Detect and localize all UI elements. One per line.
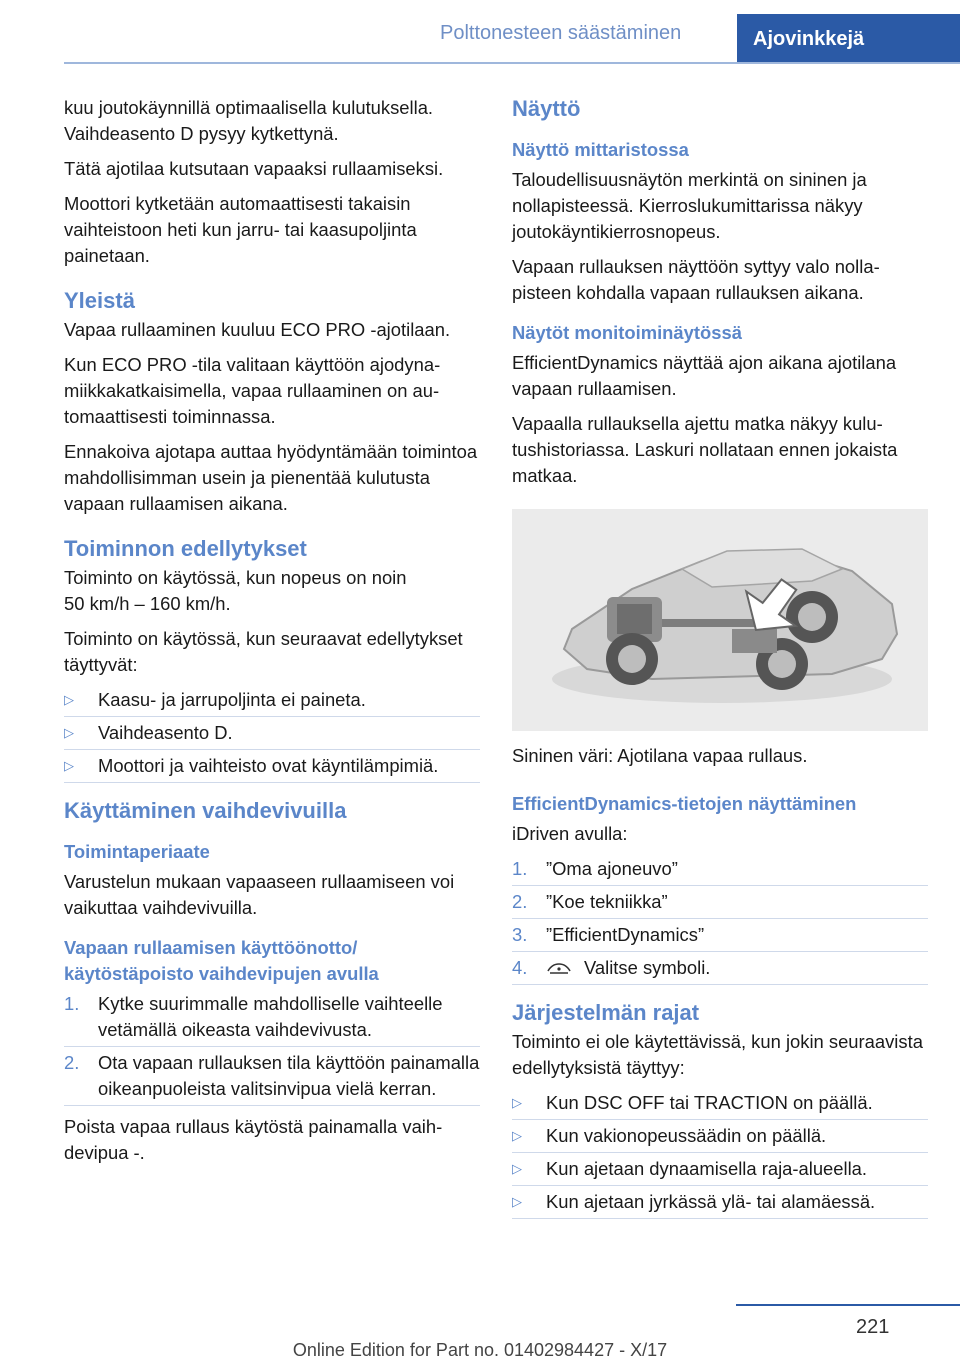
step-number: 4. <box>512 957 528 978</box>
chapter-tab: Ajovinkkejä <box>737 14 960 64</box>
paragraph: Ennakoiva ajotapa auttaa hyödyntämään toimintoa mahdollisimman usein ja pienentää kulutusta vapaan rullaamisen aikana. <box>64 441 478 514</box>
figure-caption: Sininen väri: Ajotilana vapaa rullaus. <box>512 745 808 766</box>
list-item <box>512 955 928 981</box>
list-item-text: ”EfficientDynamics” <box>546 924 705 945</box>
bullet-triangle-icon: ▷ <box>64 725 74 740</box>
paragraph-line: 50 km/h – 160 km/h. <box>64 593 231 614</box>
heading-yleista: Yleistä <box>64 288 135 313</box>
car-drivetrain-illustration <box>512 509 928 731</box>
list-item-text: Kun vakionopeussäädin on päällä. <box>546 1125 827 1146</box>
step-number: 1. <box>512 858 528 879</box>
list-item-text: Moottori ja vaihteisto ovat käyntilämpimiä. <box>98 755 439 776</box>
list-item <box>64 1050 480 1102</box>
paragraph: Toiminto on käytössä, kun seuraavat edellytykset täyttyvät: <box>64 628 463 675</box>
list-item-text: Kun ajetaan jyrkässä ylä- tai alamäessä. <box>546 1191 876 1212</box>
paragraph-line: Toiminto on käytössä, kun nopeus on noin <box>64 567 407 588</box>
step-number: 1. <box>64 993 80 1014</box>
coasting-symbol-icon <box>546 962 572 976</box>
header-divider <box>64 62 960 64</box>
paragraph: EfficientDynamics näyttää ajon aikana ajotilana vapaan rullaamisen. <box>512 352 897 399</box>
heading-vaihdevivut: Käyttäminen vaihdevivuilla <box>64 798 347 823</box>
list-item-text: ”Oma ajoneuvo” <box>546 858 678 879</box>
paragraph: Tätä ajotilaa kutsutaan vapaaksi rullaamiseksi. <box>64 158 444 179</box>
limits-list <box>512 1090 928 1215</box>
list-item <box>512 922 928 948</box>
step-number: 2. <box>512 891 528 912</box>
paragraph: Moottori kytketään automaattisesti takaisin vaihteistoon heti kun jarru- tai kaasupoljinta painetaan. <box>64 193 417 266</box>
paragraph: Poista vapaa rullaus käytöstä painamalla vaihdevipua -. <box>64 1116 443 1163</box>
list-item <box>512 1189 928 1215</box>
step-number: 2. <box>64 1052 80 1073</box>
list-item <box>512 889 928 915</box>
section-title: Polttonesteen säästäminen <box>440 22 682 44</box>
page-header <box>0 0 960 62</box>
bullet-triangle-icon: ▷ <box>64 692 74 707</box>
list-item <box>64 720 480 746</box>
steps-list <box>64 991 480 1102</box>
paragraph: Vapaan rullauksen näyttöön syttyy valo nollapisteen kohdalla vapaan rullauksen aikana. <box>512 256 880 303</box>
list-item <box>512 1156 928 1182</box>
bullet-triangle-icon: ▷ <box>512 1194 522 1209</box>
list-item <box>512 1090 928 1116</box>
list-item-text: Valitse symboli. <box>584 957 711 978</box>
heading-efficient: EfficientDynamics-tietojen näyttäminen <box>512 793 857 814</box>
list-item <box>512 856 928 882</box>
step-number: 3. <box>512 924 528 945</box>
paragraph: Vapaalla rullauksella ajettu matka näkyy kulutushistoriassa. Laskuri nollataan ennen jokaista matkaa. <box>512 413 898 486</box>
car-drivetrain-icon <box>512 509 928 731</box>
bullet-triangle-icon: ▷ <box>512 1161 522 1176</box>
list-item-text: Kun ajetaan dynaamisella raja-alueella. <box>546 1158 868 1179</box>
page-number: 221 <box>856 1316 890 1338</box>
paragraph: iDriven avulla: <box>512 823 628 844</box>
heading-kaytto: Vapaan rullaamisen käyttöönotto/ käytöstäpoisto vaihdevipujen avulla <box>64 937 379 984</box>
heading-edellytykset: Toiminnon edellytykset <box>64 536 307 561</box>
conditions-list <box>64 687 480 779</box>
heading-monitoimi: Näytöt monitoiminäytössä <box>512 322 742 343</box>
list-item <box>64 991 480 1043</box>
paragraph: kuu joutokäynnillä optimaalisella kulutuksella. Vaihdeasento D pysyy kytkettynä. <box>64 97 434 144</box>
paragraph: Toiminto ei ole käytettävissä, kun jokin seuraavista edellytyksistä täyttyy: <box>512 1031 923 1078</box>
edition-footer: Online Edition for Part no. 01402984427 - X/17 <box>292 1340 668 1360</box>
paragraph: Kun ECO PRO -tila valitaan käyttöön ajodynamiikkakatkaisimella, vapaa rullaaminen on automaattisesti toiminnassa. <box>64 354 441 427</box>
paragraph: Vapaa rullaaminen kuuluu ECO PRO -ajotilaan. <box>64 319 451 340</box>
list-item-text: Ota vapaan rullauksen tila käyttöön painamalla oikeanpuoleista valitsinvipua vielä kerran. <box>98 1052 480 1099</box>
list-item-text: Kytke suurimmalle mahdolliselle vaihteelle vetämällä oikeasta vaihdevivusta. <box>98 993 443 1040</box>
list-item-text: Vaihdeasento D. <box>98 722 233 743</box>
list-item-text: Kaasu- ja jarrupoljinta ei paineta. <box>98 689 366 710</box>
list-item-text: Kun DSC OFF tai TRACTION on päällä. <box>546 1092 873 1113</box>
bullet-triangle-icon: ▷ <box>512 1095 522 1110</box>
list-item <box>512 1123 928 1149</box>
bullet-triangle-icon: ▷ <box>64 758 74 773</box>
heading-rajat: Järjestelmän rajat <box>512 1000 700 1025</box>
list-item <box>64 753 480 779</box>
paragraph: Varustelun mukaan vapaaseen rullaamiseen voi vaikuttaa vaihdevivuilla. <box>64 871 455 918</box>
left-column <box>64 95 480 1175</box>
paragraph <box>64 565 480 617</box>
heading-mittaristo: Näyttö mittaristossa <box>512 139 689 160</box>
list-item <box>64 687 480 713</box>
list-item-text: ”Koe tekniikka” <box>546 891 668 912</box>
heading-periaate: Toimintaperiaate <box>64 841 210 862</box>
right-column <box>512 95 928 1227</box>
paragraph: Taloudellisuusnäytön merkintä on sininen ja nollapisteessä. Kierroslukumittarissa näkyy joutokäyntikierrosnopeus. <box>512 169 867 242</box>
idrive-steps-list <box>512 856 928 981</box>
heading-naytto: Näyttö <box>512 96 581 121</box>
bullet-triangle-icon: ▷ <box>512 1128 522 1143</box>
footer-divider <box>736 1304 960 1306</box>
